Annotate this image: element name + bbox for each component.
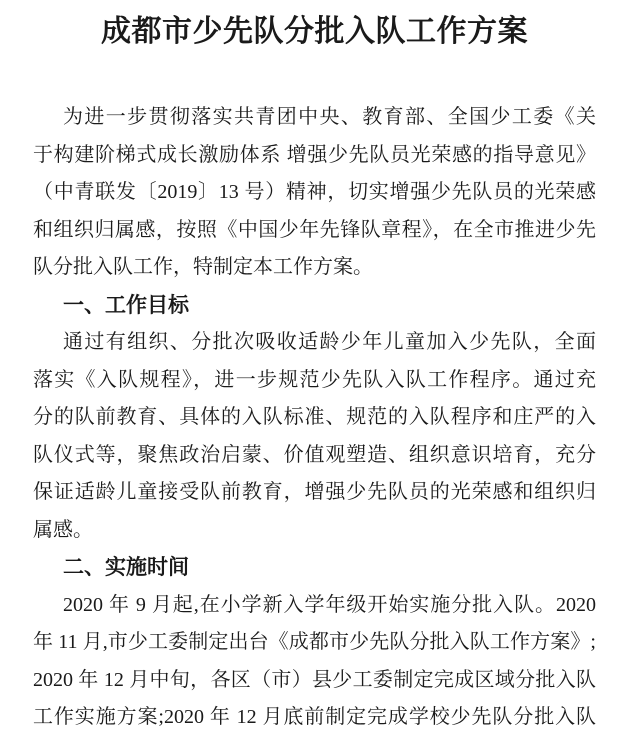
timeline-line-1: 2020 年 9 月起,在小学新入学年级开始实施分批入队。2020 (63, 593, 596, 616)
intro-line-3: （中青联发〔2019〕13 号）精神，切实增强少先队员的光荣感 (33, 181, 596, 203)
goals-line-5: 保证适龄儿童接受队前教育，增强少先队员的光荣感和组织归 (33, 481, 596, 503)
intro-line-5: 队分批入队工作，特制定本工作方案。 (33, 256, 373, 278)
document-title: 成都市少先队分批入队工作方案 (101, 15, 528, 48)
goals-line-1: 通过有组织、分批次吸收适龄少年儿童加入少先队，全面 (63, 331, 596, 353)
goals-line-6: 属感。 (33, 518, 93, 541)
section-heading-goals: 一、工作目标 (63, 292, 189, 317)
timeline-line-2: 年 11 月,市少工委制定出台《成都市少先队分批入队工作方案》; (33, 631, 596, 653)
intro-line-2: 于构建阶梯式成长激励体系 增强少先队员光荣感的指导意见》 (33, 143, 596, 166)
section-heading-timeline: 二、实施时间 (63, 555, 189, 579)
timeline-line-4: 工作实施方案;2020 年 12 月底前制定完成学校少先队分批入队 (33, 706, 596, 728)
goals-line-2: 落实《入队规程》，进一步规范少先队入队工作程序。通过充 (33, 368, 596, 391)
goals-line-3: 分的队前教育、具体的入队标准、规范的入队程序和庄严的入 (33, 406, 596, 428)
goals-line-4: 队仪式等，聚焦政治启蒙、价值观塑造、组织意识培育，充分 (33, 443, 596, 466)
intro-line-4: 和组织归属感，按照《中国少年先锋队章程》，在全市推进少先 (33, 218, 596, 241)
timeline-line-3: 2020 年 12 月中旬，各区（市）县少工委制定完成区域分批入队 (33, 668, 596, 691)
intro-line-1: 为进一步贯彻落实共青团中央、教育部、全国少工委《关 (63, 106, 596, 128)
